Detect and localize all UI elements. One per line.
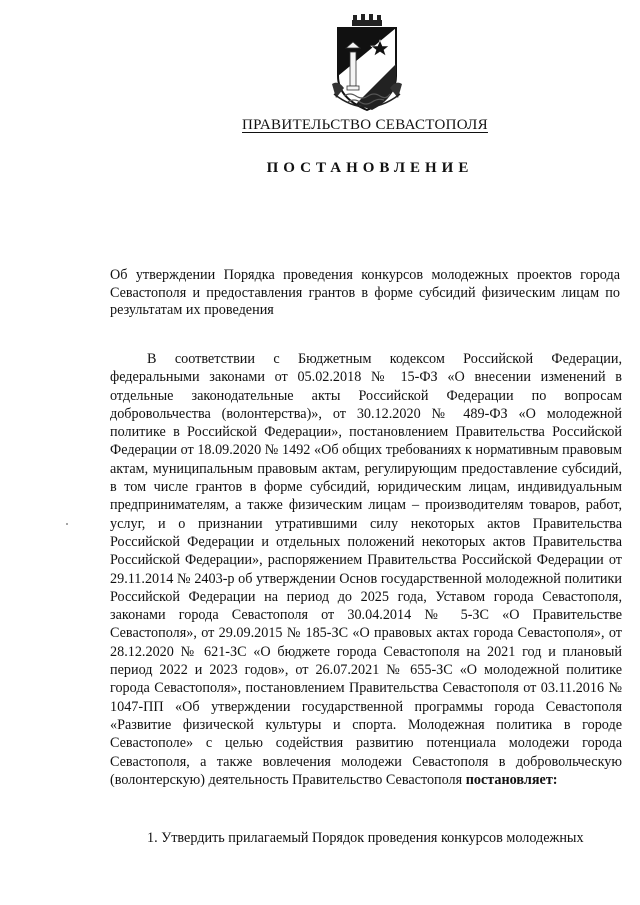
item-1: 1. Утвердить прилагаемый Порядок проведения конкурсов молодежных bbox=[147, 830, 584, 846]
decree-word: постановляет: bbox=[465, 771, 558, 788]
government-name: ПРАВИТЕЛЬСТВО СЕВАСТОПОЛЯ bbox=[242, 117, 488, 133]
document-subject: Об утверждении Порядка проведения конкурсов молодежных проектов города Севастополя и предоставления грантов в форме субсидий физическим лицам по результатам их проведения bbox=[110, 267, 620, 318]
preamble-paragraph bbox=[110, 350, 622, 789]
sevastopol-coat-of-arms-icon bbox=[326, 14, 408, 114]
preamble-text: В соответствии с Бюджетным кодексом Российской Федерации, федеральными законами от 05.02.2018 № 15-ФЗ «О внесении изменений в отдельные законодательные акты Российской Федерации по вопросам добровольчества (волонтерства)», от 30.12.2020 № 489-ФЗ «О молодежной политике в Российской Федерации», постановлением Правительства Российской Федерации от 18.09.2020 № 1492 «Об общих требованиях к нормативным правовым актам, муниципальным правовым актам, регулирующим предоставление субсидий, в том числе грантов в форме субсидий, юридическим лицам, индивидуальным предпринимателям, а также физическим лицам – производителям товаров, работ, услуг, и о признании утратившими силу некоторых актов Правительства Российской Федерации и отдельных положений некоторых актов Правительства Российской Федерации», распоряжением Правительства Российской Федерации от 29.11.2014 № 2403-р об утверждении Основ государственной молодежной политики Российской Федерации на период до 2025 года, Уставом города Севастополя, законами города Севастополя от 30.04.2014 № 5-ЗС «О Правительстве Севастополя», от 29.09.2015 № 185-ЗС «О правовых актах города Севастополя», от 28.12.2020 № 621-ЗС «О бюджете города Севастополя на 2021 год и плановый период 2022 и 2023 годов», от 26.07.2021 № 655-ЗС «О молодежной политике города Севастополя», постановлением Правительства Севастополя от 03.11.2016 № 1047-ПП «Об утверждении государственной программы города Севастополя «Развитие физической культуры и спорта. Молодежная политика в городе Севастополе» с целью содействия развитию потенциала молодежи города Севастополя, а также вовлечения молодежи Севастополя в добровольческую (волонтерскую) деятельность Правительство Севастополя bbox=[110, 351, 622, 788]
document-type-heading: ПОСТАНОВЛЕНИЕ bbox=[266, 160, 474, 176]
scan-speck bbox=[66, 523, 68, 525]
